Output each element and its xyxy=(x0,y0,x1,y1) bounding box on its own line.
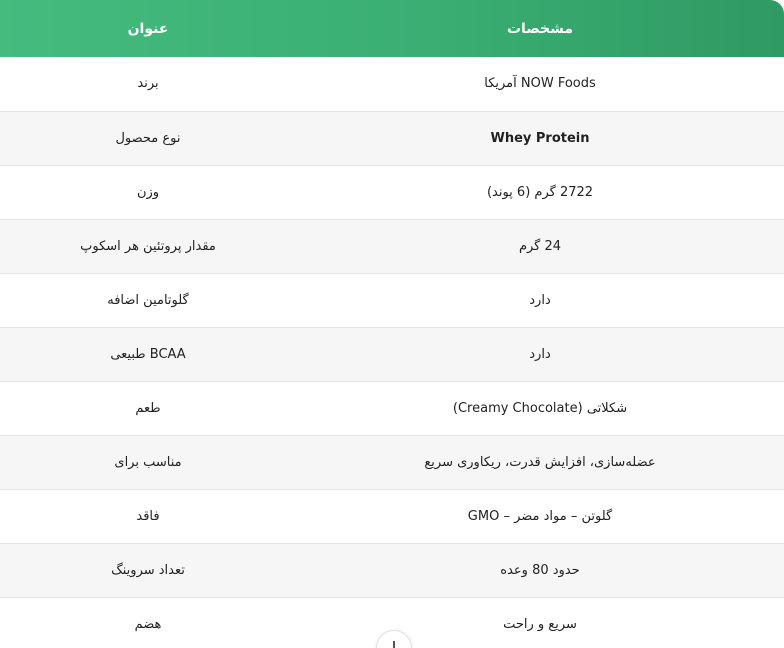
row-value: دارد xyxy=(529,346,551,362)
table-row xyxy=(0,543,784,597)
row-value: NOW Foods آمریکا xyxy=(484,76,596,92)
row-label: گلوتامین اضافه xyxy=(107,292,189,308)
header-value-column: مشخصات xyxy=(506,20,574,37)
row-value: عضله‌سازی، افزایش قدرت، ریکاوری سریع xyxy=(424,454,656,470)
row-label: طعم xyxy=(135,400,161,416)
table-row xyxy=(0,111,784,165)
header-row xyxy=(0,0,784,57)
row-label: تعداد سروینگ xyxy=(111,562,185,578)
row-label: نوع محصول xyxy=(115,130,181,146)
table-row xyxy=(0,165,784,219)
row-label: BCAA طبیعی xyxy=(110,346,186,362)
table-row xyxy=(0,381,784,435)
table-row xyxy=(0,435,784,489)
row-label: هضم xyxy=(134,616,162,632)
row-label: وزن xyxy=(136,184,160,200)
table-row xyxy=(0,219,784,273)
table-row xyxy=(0,489,784,543)
row-value: سریع و راحت xyxy=(503,616,577,632)
row-value: دارد xyxy=(529,292,551,308)
row-value: 24 گرم xyxy=(518,238,562,254)
row-label: مقدار پروتئین هر اسکوپ xyxy=(80,238,216,254)
row-value: Whey Protein xyxy=(490,130,590,146)
row-value: گلوتن – مواد مضر – GMO xyxy=(467,508,613,524)
row-label: برند xyxy=(137,76,159,92)
table-row xyxy=(0,57,784,111)
row-label: فاقد xyxy=(136,508,160,524)
arrow-down-icon xyxy=(393,641,395,648)
row-value: حدود 80 وعده xyxy=(500,562,580,578)
table-body xyxy=(0,57,784,648)
row-value: شکلاتی (Creamy Chocolate) xyxy=(452,400,628,416)
row-label: مناسب برای xyxy=(114,454,182,470)
table-row xyxy=(0,327,784,381)
row-value: 2722 گرم (6 پوند) xyxy=(486,184,594,200)
header-label-column: عنوان xyxy=(127,20,169,37)
table-row xyxy=(0,273,784,327)
table-header xyxy=(0,0,784,57)
